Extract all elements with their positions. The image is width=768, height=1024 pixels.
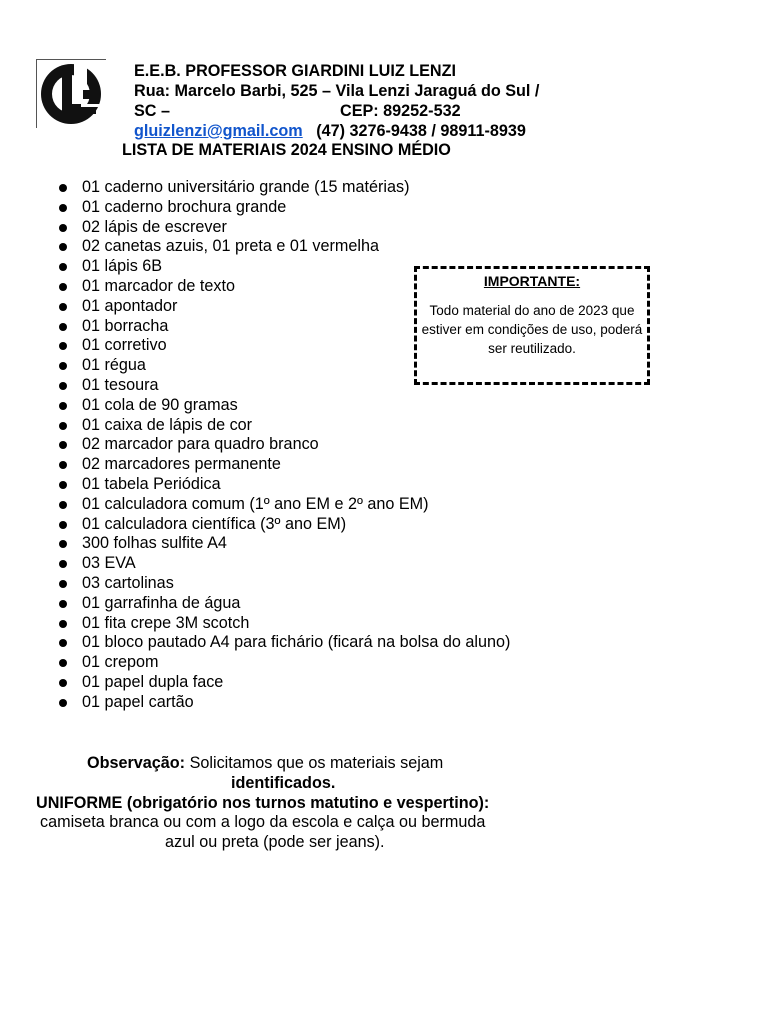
list-item: 01 tesoura [58,376,528,396]
list-item: 02 lápis de escrever [58,218,528,238]
list-item: 01 crepom [58,653,528,673]
bullet-icon [59,362,67,370]
list-item: 01 caderno universitário grande (15 matérias) [58,178,528,198]
bullet-icon [59,184,67,192]
bullet-icon [59,639,67,647]
bullet-icon [59,501,67,509]
school-name: E.E.B. PROFESSOR GIARDINI LUIZ LENZI [134,62,456,80]
bullet-icon [59,699,67,707]
uniform-line-1: camiseta branca ou com a logo da escola e calça ou bermuda [40,813,486,831]
list-item: 02 canetas azuis, 01 preta e 01 vermelha [58,237,528,257]
bullet-icon [59,540,67,548]
list-item: 01 calculadora comum (1º ano EM e 2º ano EM) [58,495,528,515]
list-item: 01 papel dupla face [58,673,528,693]
list-item: 03 cartolinas [58,574,528,594]
contact-line [134,121,526,141]
address-state: SC – [134,102,170,120]
list-item: 01 tabela Periódica [58,475,528,495]
list-item: 01 corretivo [58,336,528,356]
school-logo [36,59,106,128]
observation-text: Solicitamos que os materiais sejam [189,754,444,772]
list-item: 02 marcador para quadro branco [58,435,528,455]
bullet-icon [59,659,67,667]
bullet-icon [59,600,67,608]
list-item: 01 lápis 6B [58,257,528,277]
observation-identified: identificados. [231,774,336,792]
list-item: 01 borracha [58,317,528,337]
bullet-icon [59,323,67,331]
list-item: 01 apontador [58,297,528,317]
uniform-line-2: azul ou preta (pode ser jeans). [165,833,385,851]
list-item: 01 caderno brochura grande [58,198,528,218]
bullet-icon [59,204,67,212]
observation-label: Observação: [87,754,186,772]
list-item: 02 marcadores permanente [58,455,528,475]
bullet-icon [59,263,67,271]
list-item: 01 caixa de lápis de cor [58,416,528,436]
list-item: 01 régua [58,356,528,376]
bullet-icon [59,560,67,568]
bullet-icon [59,243,67,251]
bullet-icon [59,521,67,529]
bullet-icon [59,342,67,350]
important-notice-box [414,266,650,385]
list-item: 01 bloco pautado A4 para fichário (ficará na bolsa do aluno) [58,633,528,653]
bullet-icon [59,382,67,390]
bullet-icon [59,441,67,449]
list-item: 01 cola de 90 gramas [58,396,528,416]
bullet-icon [59,481,67,489]
important-text: Todo material do ano de 2023 que estiver em condições de uso, poderá ser reutilizado. [421,303,643,356]
cep: CEP: 89252-532 [340,102,461,120]
uniform-title: UNIFORME (obrigatório nos turnos matutino e vespertino): [36,794,490,812]
bullet-icon [59,283,67,291]
list-item: 03 EVA [58,554,528,574]
bullet-icon [59,422,67,430]
important-title: IMPORTANTE: [483,273,581,289]
list-item: 01 fita crepe 3M scotch [58,614,528,634]
list-item: 01 calculadora científica (3º ano EM) [58,515,528,535]
observation-line [87,753,443,773]
bullet-icon [59,620,67,628]
list-item: 01 garrafinha de água [58,594,528,614]
bullet-icon [59,224,67,232]
school-logo-icon [37,60,105,127]
phone-numbers: (47) 3276-9438 / 98911-8939 [316,122,526,140]
materials-list [58,178,528,713]
list-title: LISTA DE MATERIAIS 2024 ENSINO MÉDIO [122,141,451,159]
bullet-icon [59,402,67,410]
list-item: 01 marcador de texto [58,277,528,297]
bullet-icon [59,461,67,469]
bullet-icon [59,303,67,311]
email-link[interactable]: gluizlenzi@gmail.com [134,122,303,140]
list-item: 01 papel cartão [58,693,528,713]
bullet-icon [59,580,67,588]
list-item: 300 folhas sulfite A4 [58,534,528,554]
bullet-icon [59,679,67,687]
address-line: Rua: Marcelo Barbi, 525 – Vila Lenzi Jaraguá do Sul / [134,82,540,100]
